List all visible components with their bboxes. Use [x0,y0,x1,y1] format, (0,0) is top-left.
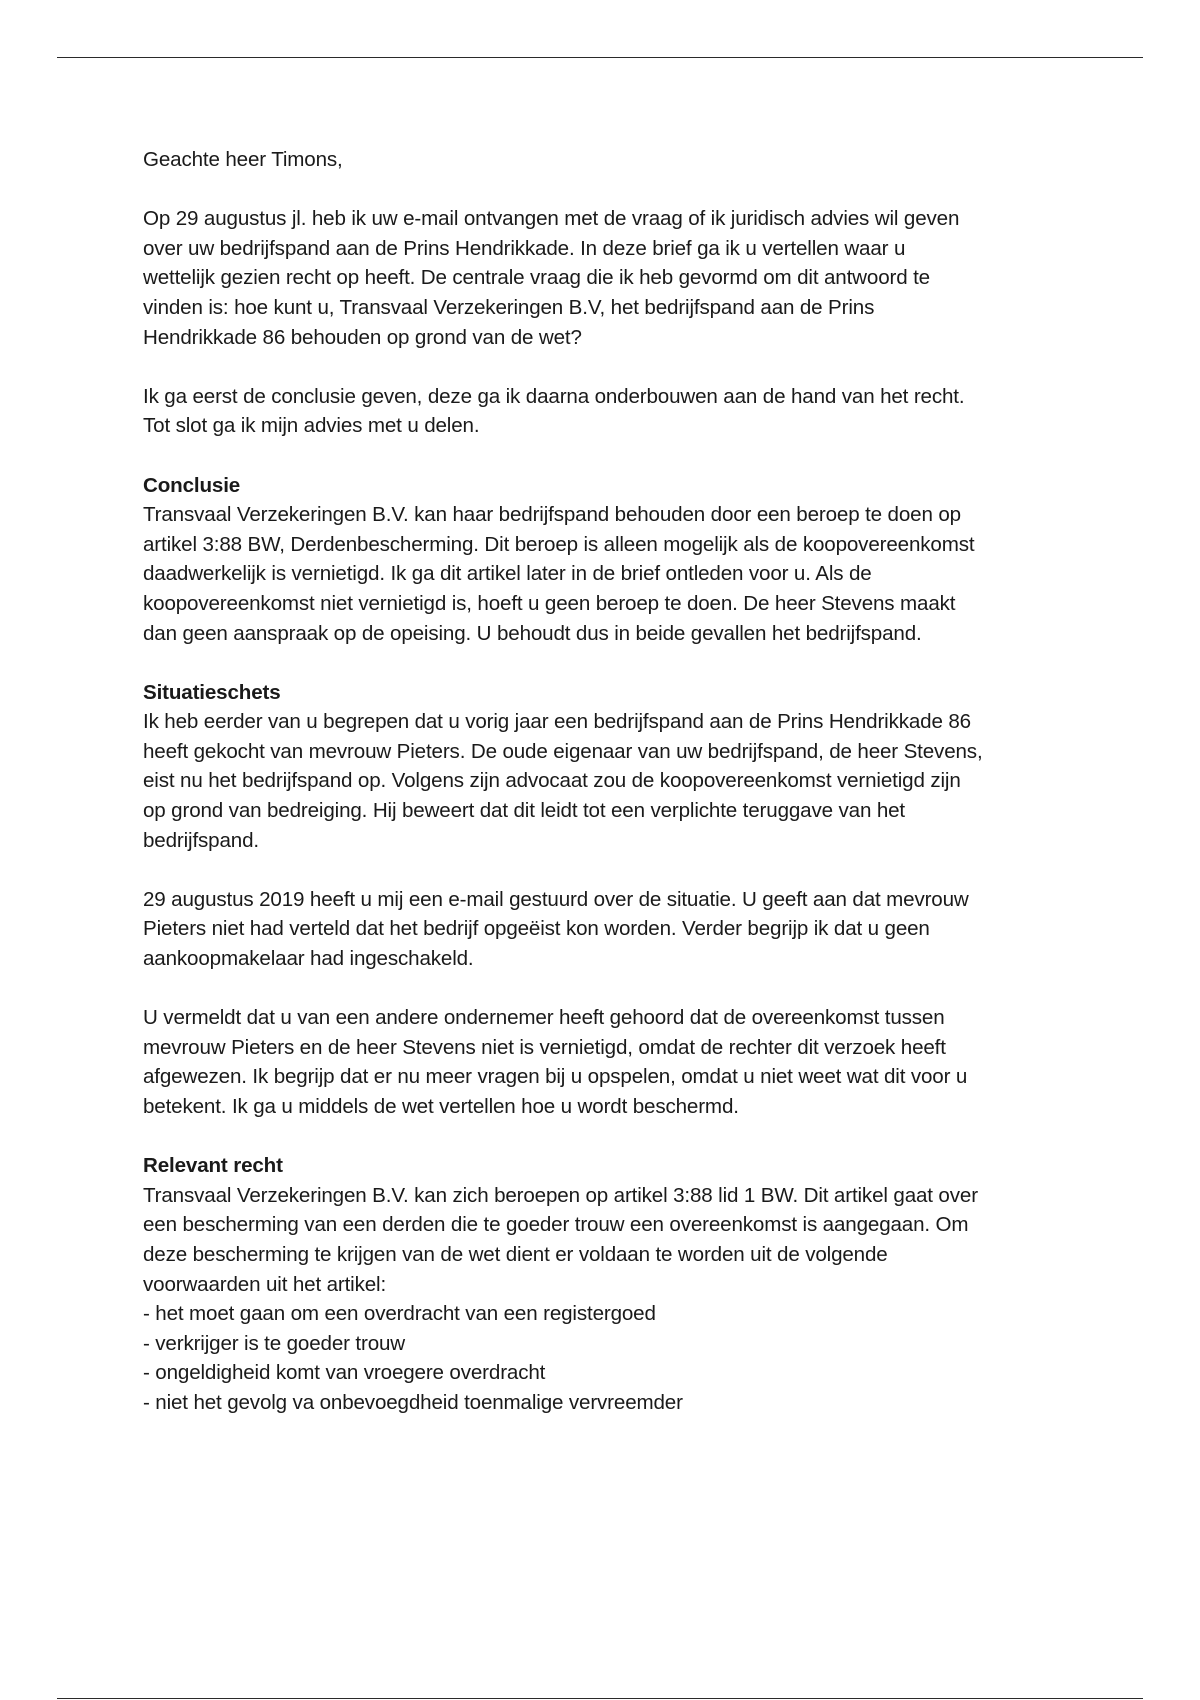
text-line: betekent. Ik ga u middels de wet vertellen hoe u wordt beschermd. [143,1095,739,1118]
list-item: - het moet gaan om een overdracht van een registergoed [143,1302,656,1326]
text-line: Transvaal Verzekeringen B.V. kan zich beroepen op artikel 3:88 lid 1 BW. Dit artikel gaat over [143,1183,978,1207]
salutation: Geachte heer Timons, [143,148,343,171]
text-line: op grond van bedreiging. Hij beweert dat dit leidt tot een verplichte teruggave van het [143,799,906,823]
text-line: daadwerkelijk is vernietigd. Ik ga dit artikel later in de brief ontleden voor u. Als de [143,562,872,586]
text-line: heeft gekocht van mevrouw Pieters. De oude eigenaar van uw bedrijfspand, de heer Stevens, [143,739,983,763]
text-line: Ik heb eerder van u begrepen dat u vorig jaar een bedrijfspand aan de Prins Hendrikkade 86 [143,710,971,734]
intro-paragraph-1 [143,204,1073,352]
text-line: deze bescherming te krijgen van de wet dient er voldaan te worden uit de volgende [143,1242,888,1266]
text-line: een bescherming van een derden die te goeder trouw een overeenkomst is aangegaan. Om [143,1213,969,1237]
intro-paragraph-2 [143,382,1073,441]
situatieschets-paragraph-1 [143,707,1073,855]
header-rule [57,57,1143,58]
text-line: wettelijk gezien recht op heeft. De centrale vraag die ik heb gevormd om dit antwoord te [143,266,930,290]
list-item: - verkrijger is te goeder trouw [143,1331,406,1355]
text-line: vinden is: hoe kunt u, Transvaal Verzekeringen B.V, het bedrijfspand aan de Prins [143,295,875,319]
list-item: - ongeldigheid komt van vroegere overdracht [143,1361,546,1385]
text-line: mevrouw Pieters en de heer Stevens niet is vernietigd, omdat de rechter dit verzoek heeft [143,1035,946,1059]
text-line: over uw bedrijfspand aan de Prins Hendrikkade. In deze brief ga ik u vertellen waar u [143,236,906,260]
text-line: Hendrikkade 86 behouden op grond van de wet? [143,325,582,349]
text-line: 29 augustus 2019 heeft u mij een e-mail gestuurd over de situatie. U geeft aan dat mevrouw [143,887,969,911]
situatieschets-paragraph-2 [143,885,1073,974]
footer-rule [57,1698,1143,1699]
section-heading-relevant-recht: Relevant recht [143,1154,283,1178]
text-line: Pieters niet had verteld dat het bedrijf opgeëist kon worden. Verder begrijp ik dat u geen [143,917,930,941]
text-line: Op 29 augustus jl. heb ik uw e-mail ontvangen met de vraag of ik juridisch advies wil geven [143,207,960,231]
text-line: koopovereenkomst niet vernietigd is, hoeft u geen beroep te doen. De heer Stevens maakt [143,591,956,615]
conditions-list [143,1299,1073,1417]
text-line: afgewezen. Ik begrijp dat er nu meer vragen bij u opspelen, omdat u niet weet wat dit voor u [143,1065,968,1089]
text-line: voorwaarden uit het artikel: [143,1272,387,1296]
text-line: U vermeldt dat u van een andere ondernemer heeft gehoord dat de overeenkomst tussen [143,1006,945,1030]
situatieschets-paragraph-3 [143,1003,1073,1121]
text-line: Tot slot ga ik mijn advies met u delen. [143,414,480,438]
text-line: dan geen aanspraak op de opeising. U behoudt dus in beide gevallen het bedrijfspand. [143,621,922,645]
text-line: eist nu het bedrijfspand op. Volgens zijn advocaat zou de koopovereenkomst vernietigd zijn [143,769,961,793]
text-line: bedrijfspand. [143,828,259,852]
section-heading-situatieschets: Situatieschets [143,680,281,704]
text-line: Ik ga eerst de conclusie geven, deze ga ik daarna onderbouwen aan de hand van het recht. [143,384,965,408]
text-line: Transvaal Verzekeringen B.V. kan haar bedrijfspand behouden door een beroep te doen op [143,503,961,527]
letter-body [143,145,1073,1418]
section-heading-conclusie: Conclusie [143,473,241,497]
text-line: artikel 3:88 BW, Derdenbescherming. Dit beroep is alleen mogelijk als de koopovereenkomst [143,532,975,556]
text-line: aankoopmakelaar had ingeschakeld. [143,947,474,971]
relevant-recht-paragraph [143,1181,1073,1299]
list-item: - niet het gevolg va onbevoegdheid toenmalige vervreemder [143,1390,683,1414]
conclusie-paragraph [143,500,1073,648]
